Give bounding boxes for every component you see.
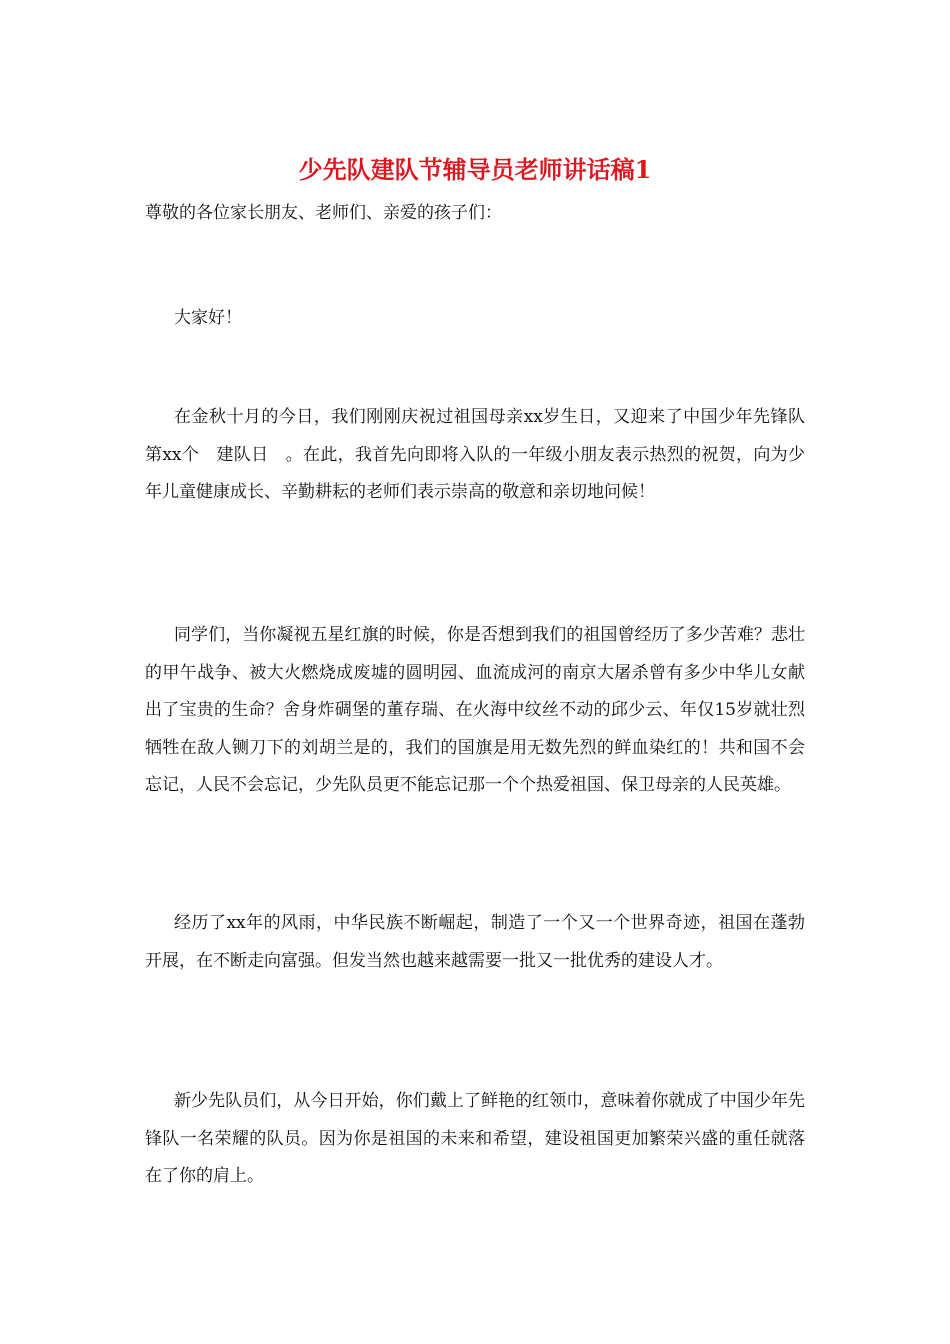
paragraph-new-members: 新少先队员们，从今日开始，你们戴上了鲜艳的红领巾，意味着你就成了中国少年先锋队一名荣耀的队员。因为你是祖国的未来和希望，建设祖国更加繁荣兴盛的重任就落在了你的肩上。 bbox=[145, 1091, 805, 1186]
document-title: 少先队建队节辅导员老师讲话稿1 bbox=[298, 155, 652, 184]
salutation: 尊敬的各位家长朋友、老师们、亲爱的孩子们： bbox=[145, 203, 502, 223]
paragraph-history: 同学们，当你凝视五星红旗的时候，你是否想到我们的祖国曾经历了多少苦难？悲壮的甲午战争、被大火燃烧成废墟的圆明园、血流成河的南京大屠杀曾有多少中华儿女献出了宝贵的生命？舍身炸碉堡的董存瑞、在火海中纹丝不动的邱少云、年仅15岁就壮烈牺牲在敌人铡刀下的刘胡兰是的，我们的国旗是用无数先烈的鲜血染红的！共和国不会忘记，人民不会忘记，少先队员更不能忘记那一个个热爱祖国、保卫母亲的人民英雄。 bbox=[145, 625, 805, 795]
paragraph-opening: 在金秋十月的今日，我们刚刚庆祝过祖国母亲xx岁生日，又迎来了中国少年先锋队第xx个 建队日 。在此，我首先向即将入队的一年级小朋友表示热烈的祝贺，向为少年儿童健康成长、辛勤耕耘的老师们表示崇高的敬意和亲切地问候！ bbox=[145, 407, 805, 502]
paragraph-greeting: 大家好！ bbox=[174, 308, 242, 328]
paragraph-development: 经历了xx年的风雨，中华民族不断崛起，制造了一个又一个世界奇迹，祖国在蓬勃开展，在不断走向富强。但发当然也越来越需要一批又一批优秀的建设人才。 bbox=[145, 913, 805, 971]
